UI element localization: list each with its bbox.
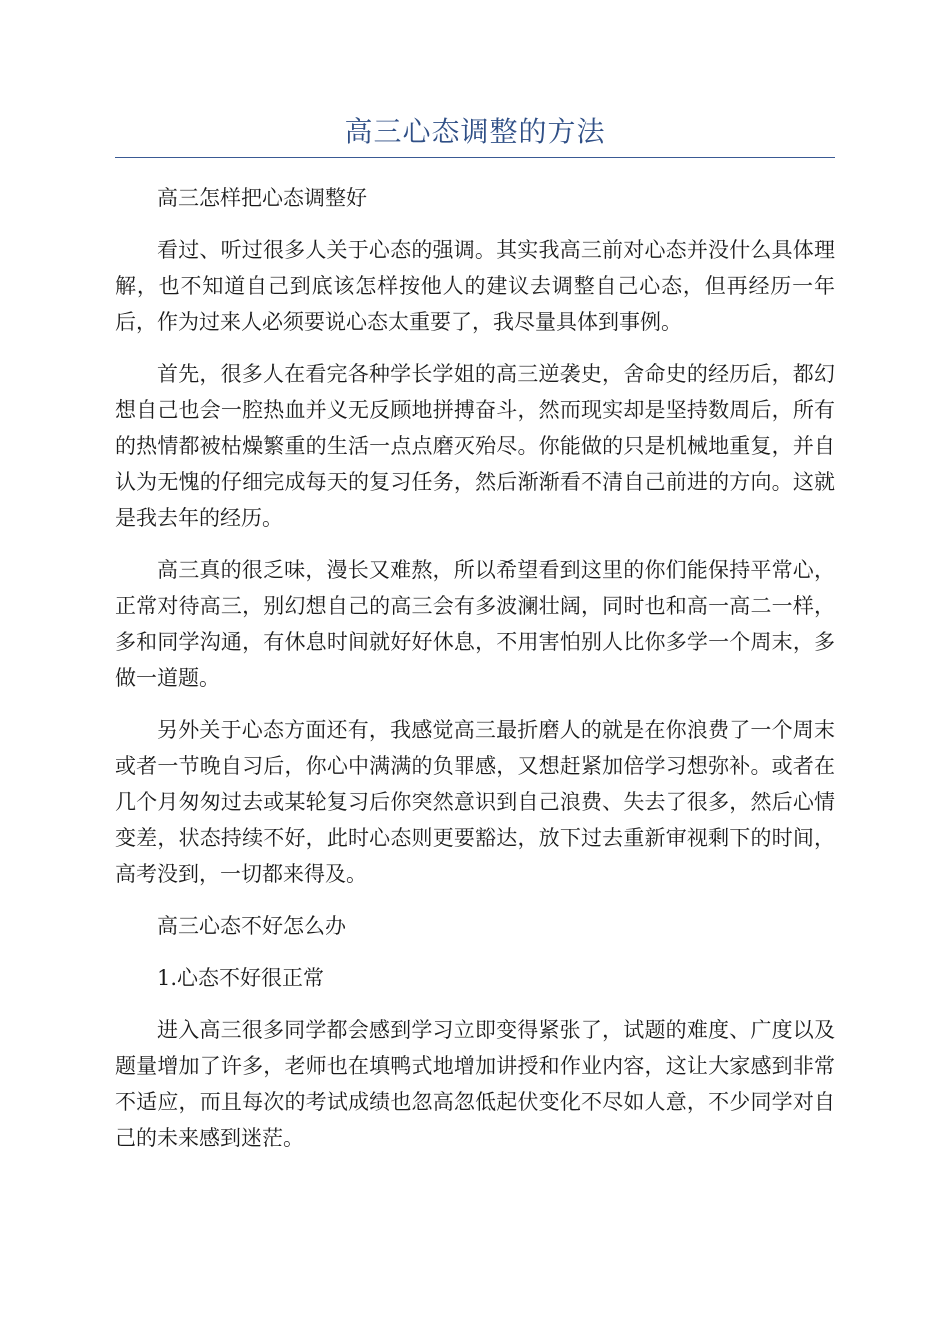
document-title: 高三心态调整的方法 bbox=[344, 115, 606, 148]
section-heading-what-to-do: 高三心态不好怎么办 bbox=[157, 914, 346, 938]
body-paragraph: 另外关于心态方面还有，我感觉高三最折磨人的就是在你浪费了一个周末或者一节晚自习后，你心中满满的负罪感，又想赶紧加倍学习想弥补。或者在几个月匆匆过去或某轮复习后你突然意识到自己浪费、失去了很多，然后心情变差，状态持续不好，此时心态则更要豁达，放下过去重新审视剩下的时间，高考没到，一切都来得及。 bbox=[115, 718, 835, 886]
title-underline bbox=[115, 157, 835, 158]
body-paragraph: 首先，很多人在看完各种学长学姐的高三逆袭史，舍命史的经历后，都幻想自己也会一腔热血并义无反顾地拼搏奋斗，然而现实却是坚持数周后，所有的热情都被枯燥繁重的生活一点点磨灭殆尽。你能做的只是机械地重复，并自认为无愧的仔细完成每天的复习任务，然后渐渐看不清自己前进的方向。这就是我去年的经历。 bbox=[115, 362, 835, 530]
document-page bbox=[115, 0, 835, 1172]
body-paragraph: 看过、听过很多人关于心态的强调。其实我高三前对心态并没什么具体理解，也不知道自己到底该怎样按他人的建议去调整自己心态，但再经历一年后，作为过来人必须要说心态太重要了，我尽量具体到事例。 bbox=[115, 238, 835, 334]
body-paragraph: 高三真的很乏味，漫长又难熬，所以希望看到这里的你们能保持平常心，正常对待高三，别幻想自己的高三会有多波澜壮阔，同时也和高一高二一样，多和同学沟通，有休息时间就好好休息，不用害怕别人比你多学一个周末，多做一道题。 bbox=[115, 558, 835, 690]
body-paragraph: 进入高三很多同学都会感到学习立即变得紧张了，试题的难度、广度以及题量增加了许多，老师也在填鸭式地增加讲授和作业内容，这让大家感到非常不适应，而且每次的考试成绩也忽高忽低起伏变化不尽如人意，不少同学对自己的未来感到迷茫。 bbox=[115, 1018, 835, 1150]
section-heading-how-to-adjust: 高三怎样把心态调整好 bbox=[157, 186, 367, 210]
document-body bbox=[115, 180, 835, 1156]
numbered-subheading: 1.心态不好很正常 bbox=[157, 966, 325, 990]
